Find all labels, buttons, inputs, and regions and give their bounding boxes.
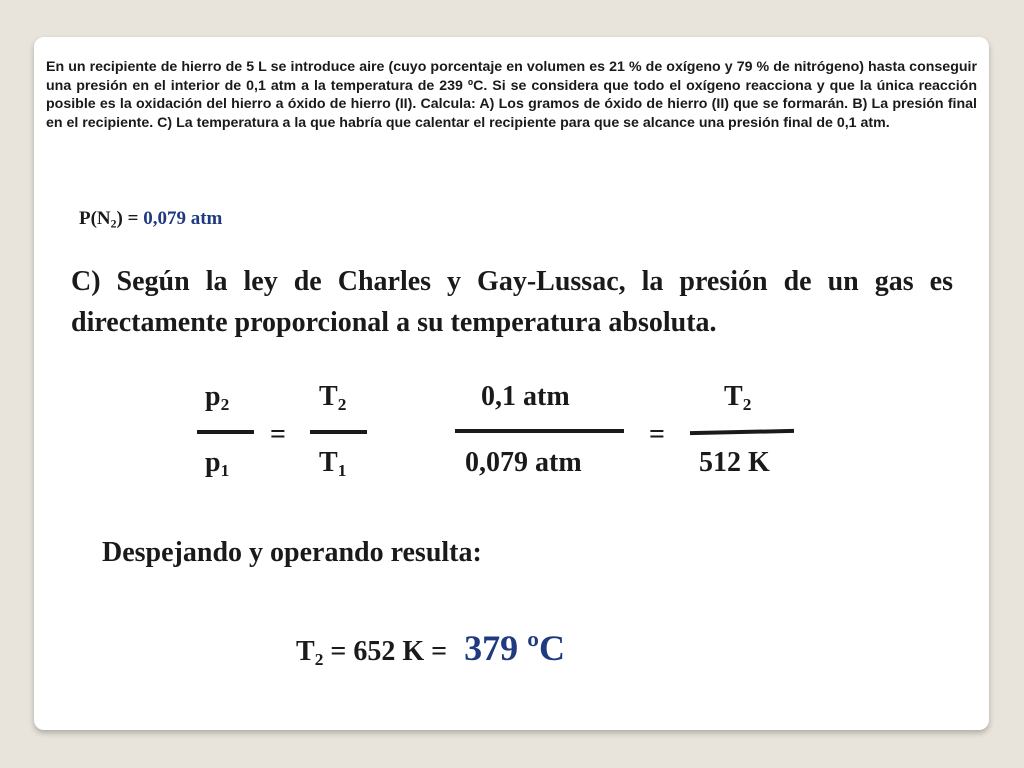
charles-gay-lussac-statement: C) Según la ley de Charles y Gay-Lussac, la presión de un gas es directamente proporcional a su temperatura absoluta.	[71, 266, 953, 338]
p-sub-initial: 1	[220, 461, 230, 481]
T-letter: T	[319, 381, 338, 412]
T-sub-final: 2	[742, 395, 752, 415]
denominator-initial-temperature: 512 K	[699, 447, 770, 478]
slide-card	[34, 37, 989, 730]
p-letter: p	[205, 447, 221, 478]
nitrogen-pressure-label-prefix: P(N	[79, 208, 111, 229]
numerator-final-pressure: 0,1 atm	[481, 381, 570, 412]
fraction-bar-pressure-values	[455, 429, 624, 433]
equals-sign-2: =	[649, 419, 665, 450]
T-sub-initial: 1	[337, 461, 347, 481]
nitrogen-pressure-label-suffix: ) =	[116, 208, 144, 229]
numerator-T2-unknown	[724, 381, 751, 413]
result-label	[296, 636, 455, 670]
equals-sign-1: =	[270, 419, 286, 450]
result-line	[296, 627, 565, 669]
result-T-sub: 2	[314, 650, 324, 670]
denominator-p1	[205, 447, 229, 479]
result-T-letter: T	[296, 636, 315, 667]
despejando-text: Despejando y operando resulta:	[102, 537, 482, 568]
result-expression: = 652 K =	[323, 636, 455, 667]
nitrogen-partial-pressure	[79, 208, 222, 230]
fraction-bar-temperature-values	[690, 429, 794, 435]
p-sub-final: 2	[220, 395, 230, 415]
T-letter: T	[319, 447, 338, 478]
p-letter: p	[205, 381, 221, 412]
nitrogen-pressure-value: 0,079 atm	[143, 208, 223, 229]
problem-statement: En un recipiente de hierro de 5 L se introduce aire (cuyo porcentaje en volumen es 21 % de oxígeno y 79 % de nitrógeno) hasta conseguir una presión en el interior de 0,1 atm a la temperatura de 239 ºC. Si se considera que todo el oxígeno reacciona y que la única reacción posible es la oxidación del hierro a óxido de hierro (II). Calcula: A) Los gramos de óxido de hierro (II) que se formarán. B) La presión final en el recipiente. C) La temperatura a la que habría que calentar el recipiente para que se alcance una presión final de 0,1 atm.	[46, 59, 977, 131]
result-value: 379 ºC	[464, 628, 565, 668]
T-sub-final: 2	[337, 395, 347, 415]
fraction-bar-temperature-ratio	[310, 430, 367, 434]
denominator-T1	[319, 447, 346, 479]
denominator-initial-pressure: 0,079 atm	[465, 447, 582, 478]
numerator-p2	[205, 381, 229, 413]
numerator-T2	[319, 381, 346, 413]
fraction-bar-pressure-ratio	[197, 430, 254, 434]
T-letter: T	[724, 381, 743, 412]
nitrogen-pressure-label-sub: 2	[110, 217, 117, 231]
